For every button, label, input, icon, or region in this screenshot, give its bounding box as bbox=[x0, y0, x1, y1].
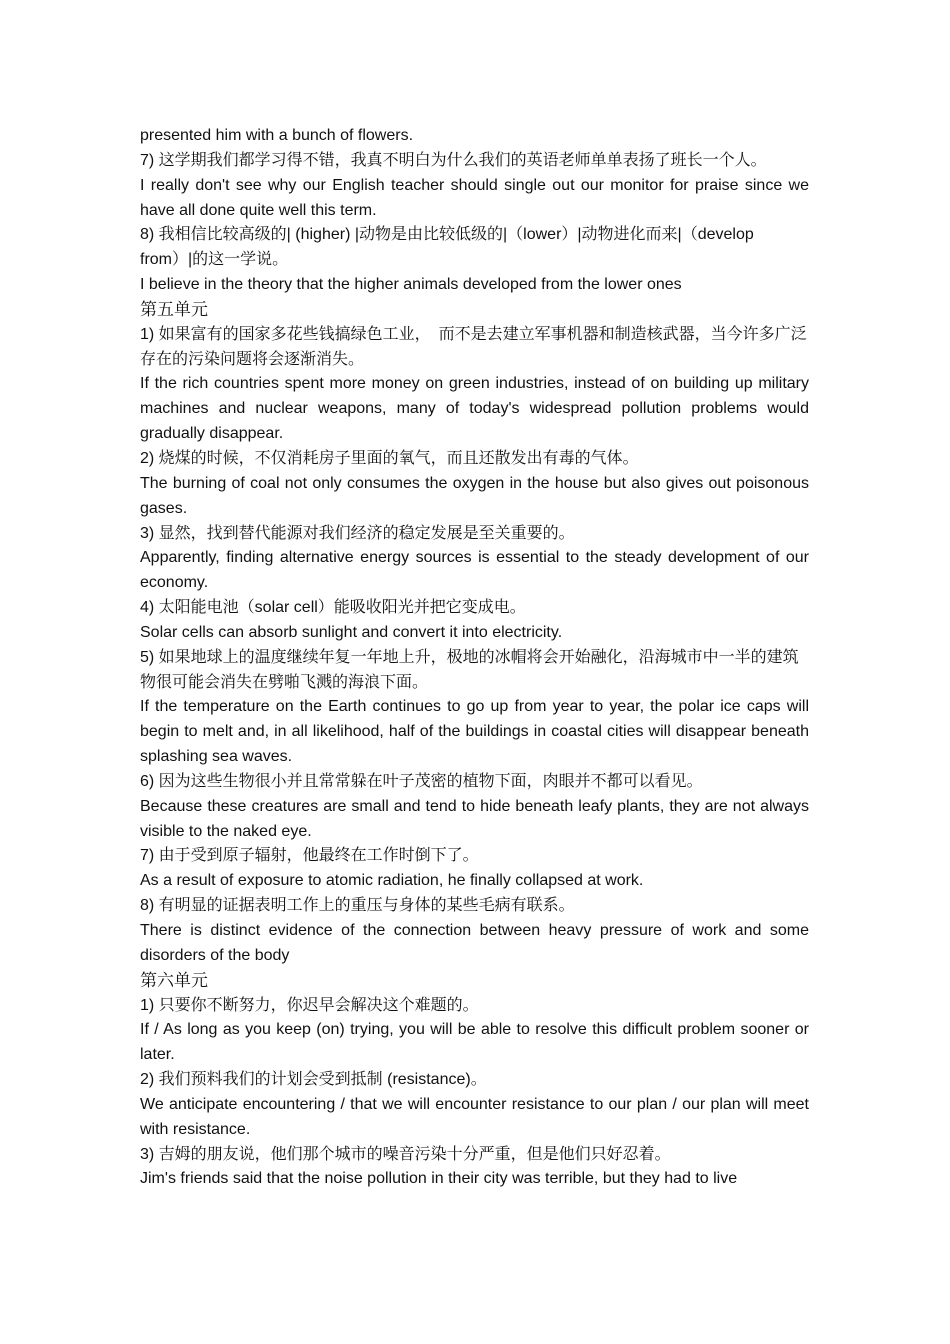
text-line: If the temperature on the Earth continues to go up from year to year, the polar ice caps will begin to melt and, in all likelihood, half of the buildings in coastal cities will disappear beneath splashing sea waves. bbox=[140, 698, 809, 766]
document-body bbox=[140, 124, 809, 1192]
text-line: The burning of coal not only consumes the oxygen in the house but also gives out poisonous gases. bbox=[140, 474, 809, 517]
text-line: I believe in the theory that the higher animals developed from the lower ones bbox=[140, 276, 682, 294]
text-line: 6) 因为这些生物很小并且常常躲在叶子茂密的植物下面，肉眼并不都可以看见。 bbox=[140, 772, 703, 790]
text-line: If the rich countries spent more money on green industries, instead of on building up military machines and nuclear weapons, many of today's widespread pollution problems would gradually disappear. bbox=[140, 375, 809, 443]
text-line: 8) 我相信比较高级的| (higher) |动物是由比较低级的|（lower）|动物进化而来|（develop from）|的这一学说。 bbox=[140, 226, 754, 269]
text-line: Jim's friends said that the noise pollution in their city was terrible, but they had to live bbox=[140, 1170, 738, 1188]
text-line: 2) 我们预料我们的计划会受到抵制 (resistance)。 bbox=[140, 1071, 487, 1089]
section-heading: 第五单元 bbox=[140, 299, 208, 320]
text-line: If / As long as you keep (on) trying, you will be able to resolve this difficult problem sooner or later. bbox=[140, 1021, 809, 1064]
text-line: 4) 太阳能电池（solar cell）能吸收阳光并把它变成电。 bbox=[140, 599, 526, 617]
text-line: 3) 显然，找到替代能源对我们经济的稳定发展是至关重要的。 bbox=[140, 524, 575, 542]
text-line: 5) 如果地球上的温度继续年复一年地上升，极地的冰帽将会开始融化，沿海城市中一半的建筑物很可能会消失在劈啪飞溅的海浪下面。 bbox=[140, 648, 799, 691]
text-line: 8) 有明显的证据表明工作上的重压与身体的某些毛病有联系。 bbox=[140, 897, 575, 915]
text-line: 1) 如果富有的国家多花些钱搞绿色工业， 而不是去建立军事机器和制造核武器，当今许多广泛存在的污染问题将会逐渐消失。 bbox=[140, 325, 807, 368]
section-heading: 第六单元 bbox=[140, 970, 208, 991]
text-line: 2) 烧煤的时候，不仅消耗房子里面的氧气，而且还散发出有毒的气体。 bbox=[140, 449, 639, 467]
text-line: Solar cells can absorb sunlight and convert it into electricity. bbox=[140, 623, 563, 641]
text-line: I really don't see why our English teacher should single out our monitor for praise since we have all done quite well this term. bbox=[140, 176, 809, 219]
text-line: Apparently, finding alternative energy sources is essential to the steady development of our economy. bbox=[140, 549, 809, 592]
text-line: 7) 这学期我们都学习得不错，我真不明白为什么我们的英语老师单单表扬了班长一个人。 bbox=[140, 151, 767, 169]
text-line: As a result of exposure to atomic radiation, he finally collapsed at work. bbox=[140, 872, 644, 890]
text-line: Because these creatures are small and tend to hide beneath leafy plants, they are not always visible to the naked eye. bbox=[140, 797, 809, 840]
text-line: 7) 由于受到原子辐射，他最终在工作时倒下了。 bbox=[140, 847, 479, 865]
text-line: 3) 吉姆的朋友说，他们那个城市的噪音污染十分严重，但是他们只好忍着。 bbox=[140, 1145, 671, 1163]
text-line: presented him with a bunch of flowers. bbox=[140, 127, 414, 144]
text-line: We anticipate encountering / that we will encounter resistance to our plan / our plan will meet with resistance. bbox=[140, 1095, 809, 1138]
text-line: 1) 只要你不断努力，你迟早会解决这个难题的。 bbox=[140, 996, 479, 1014]
text-line: There is distinct evidence of the connection between heavy pressure of work and some disorders of the body bbox=[140, 922, 809, 964]
